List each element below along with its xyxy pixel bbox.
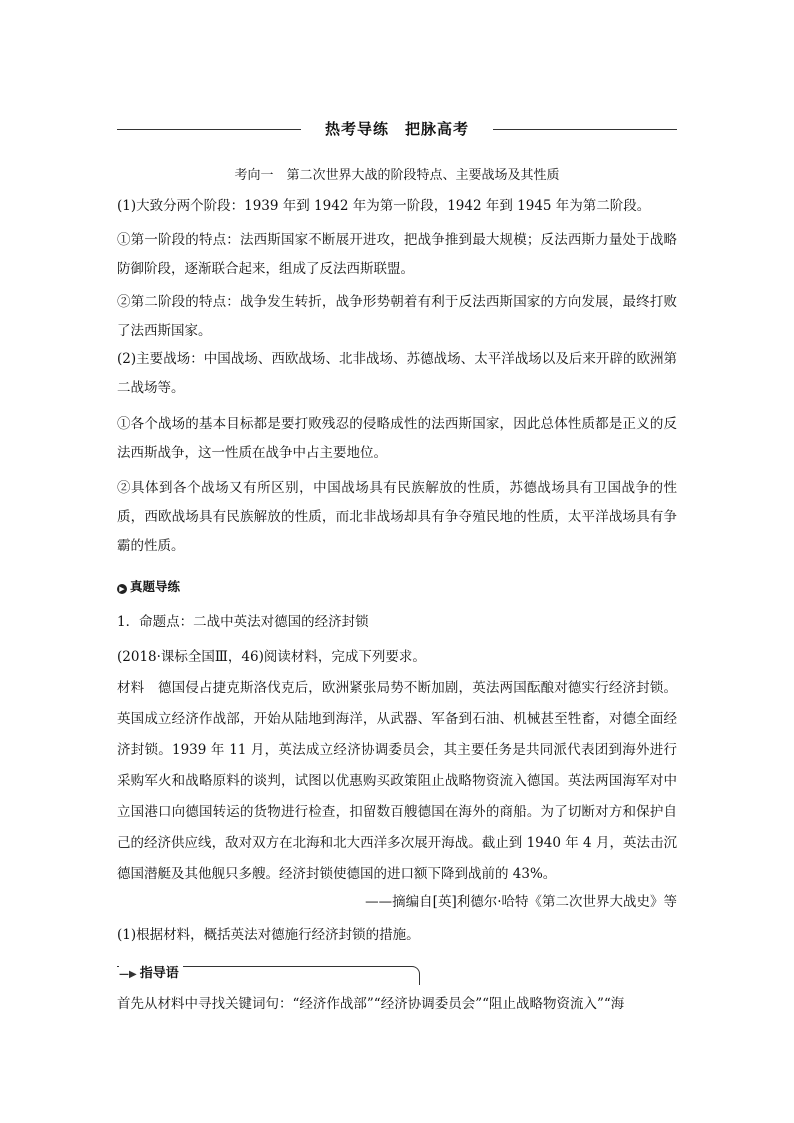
guide-text: 首先从材料中寻找关键词句：“经济作战部”“经济协调委员会”“阻止战略物资流入”“海 [117, 996, 625, 1012]
paragraph-stages: (1)大致分两个阶段：1939 年到 1942 年为第一阶段，1942 年到 1945 年为第二阶段。 [117, 198, 651, 214]
question-material: 材料 德国侵占捷克斯洛伐克后，欧洲紧张局势不断加剧，英法两国酝酿对德实行经济封锁。英国成立经济作战部，开始从陆地到海洋，从武器、军备到石油、机械甚至牲畜，对德全面经济封锁。1939 年 11 月，英法成立经济协调委员会，其主要任务是共同派代表团到海外进行采购军火和战略原料的谈判，试图以优惠购买政策阻止战略物资流入德国。英法两国海军对中立国港口向德国转运的货物进行检查，扣留数百艘德国在海外的商船。为了切断对方和保护自己的经济供应线，敌对双方在北海和北大西洋多次展开海战。截止到 1940 年 4 月，英法击沉德国潜艇及其他舰只多艘。经济封锁使德国的进口额下降到战前的 43%。 [117, 680, 677, 882]
topic-title: 考向一 第二次世界大战的阶段特点、主要战场及其性质 [234, 168, 560, 183]
paragraph-battlefields: (2)主要战场：中国战场、西欧战场、北非战场、苏德战场、太平洋战场以及后来开辟的欧洲第二战场等。 [117, 351, 677, 396]
play-icon: ▶ [117, 584, 127, 594]
paragraph-nature-general: ①各个战场的基本目标都是要打败残忍的侵略成性的法西斯国家，因此总体性质都是正义的反法西斯战争，这一性质在战争中占主要地位。 [117, 416, 677, 461]
guide-label [119, 962, 183, 981]
paragraph-nature-specific: ②具体到各个战场又有所区别，中国战场具有民族解放的性质，苏德战场具有卫国战争的性质，西欧战场具有民族解放的性质，而北非战场却具有争夺殖民地的性质，太平洋战场具有争霸的性质。 [117, 480, 677, 554]
section-label [117, 577, 180, 595]
guide-label-text: 指导语 [139, 966, 179, 981]
paragraph-stage-one: ①第一阶段的特点：法西斯国家不断展开进攻，把战争推到最大规模；反法西斯力量处于战略防御阶段，逐渐联合起来，组成了反法西斯联盟。 [117, 232, 677, 277]
material-citation: ——摘编自[英]利德尔·哈特《第二次世界大战史》等 [365, 894, 677, 910]
page-title: 热考导练 把脉高考 [324, 120, 469, 138]
paragraph-stage-two: ②第二阶段的特点：战争发生转折，战争形势朝着有利于反法西斯国家的方向发展，最终打败了法西斯国家。 [117, 294, 677, 339]
section-header [117, 118, 677, 142]
guide-box [117, 962, 419, 984]
header-rule-right [493, 129, 677, 130]
question-number: 1．命题点：二战中英法对德国的经济封锁 [117, 614, 369, 630]
sub-question: (1)根据材料，概括英法对德施行经济封锁的措施。 [117, 927, 420, 943]
section-label-text: 真题导练 [130, 579, 181, 594]
question-source: (2018·课标全国Ⅲ，46)阅读材料，完成下列要求。 [117, 649, 426, 665]
arrow-right-icon: —▶ [119, 969, 137, 980]
